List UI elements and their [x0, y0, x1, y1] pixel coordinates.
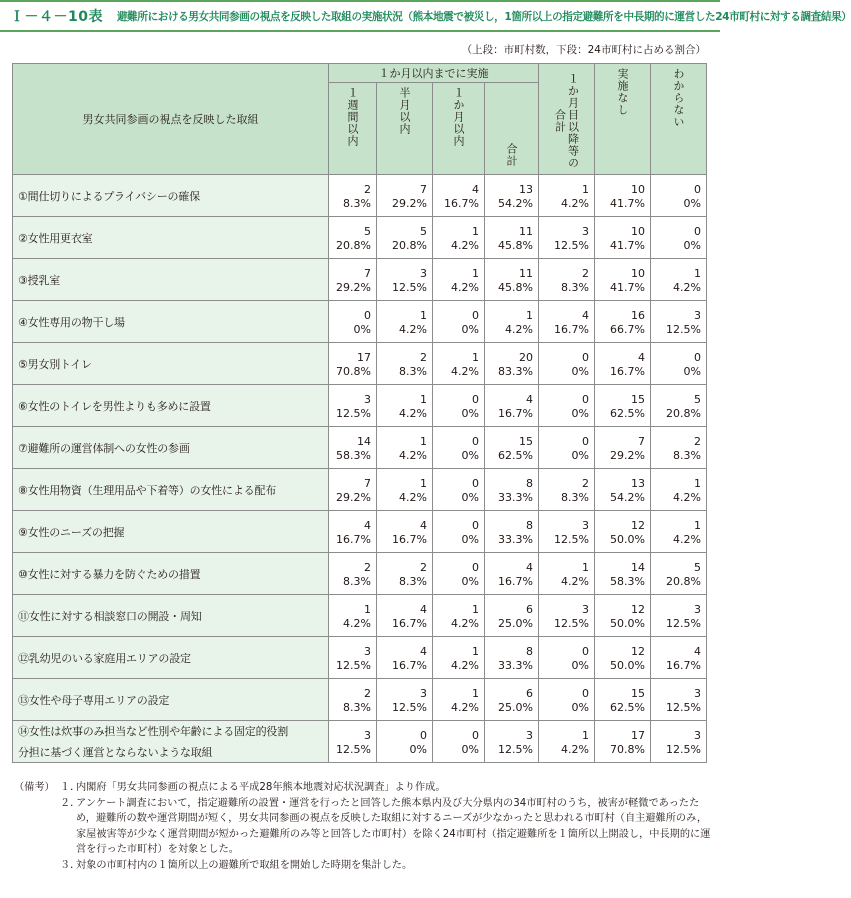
percent-cell: 12.5% [539, 238, 595, 259]
count-cell: 1 [651, 259, 707, 280]
table-row-count [13, 637, 707, 658]
header-col-later: １か月目以降等の合計 [539, 64, 595, 175]
count-cell: 4 [485, 553, 539, 574]
table-row-count [13, 721, 707, 742]
count-cell: 12 [595, 511, 651, 532]
count-cell: 4 [377, 511, 433, 532]
percent-cell: 54.2% [595, 490, 651, 511]
count-cell: 2 [329, 679, 377, 700]
percent-cell: 12.5% [651, 700, 707, 721]
count-cell: 0 [539, 679, 595, 700]
count-cell: 7 [377, 175, 433, 196]
percent-cell: 0% [433, 742, 485, 763]
percent-cell: 4.2% [485, 322, 539, 343]
percent-cell: 4.2% [433, 238, 485, 259]
count-cell: 3 [329, 637, 377, 658]
count-cell: 2 [651, 427, 707, 448]
percent-cell: 62.5% [485, 448, 539, 469]
row-label: ⑧女性用物資（生理用品や下着等）の女性による配布 [13, 469, 329, 511]
table-row-count [13, 469, 707, 490]
count-cell: 3 [329, 721, 377, 742]
percent-cell: 8.3% [377, 574, 433, 595]
count-cell: 1 [539, 175, 595, 196]
title-bar [0, 0, 851, 32]
count-cell: 7 [595, 427, 651, 448]
percent-cell: 4.2% [377, 490, 433, 511]
count-cell: 3 [539, 595, 595, 616]
count-cell: 3 [651, 721, 707, 742]
count-cell: 1 [433, 343, 485, 364]
count-cell: 13 [595, 469, 651, 490]
count-cell: 0 [377, 721, 433, 742]
percent-cell: 16.7% [539, 322, 595, 343]
percent-cell: 50.0% [595, 658, 651, 679]
percent-cell: 4.2% [433, 280, 485, 301]
percent-cell: 4.2% [433, 364, 485, 385]
count-cell: 11 [485, 259, 539, 280]
percent-cell: 20.8% [329, 238, 377, 259]
count-cell: 4 [651, 637, 707, 658]
count-cell: 14 [595, 553, 651, 574]
count-cell: 4 [539, 301, 595, 322]
percent-cell: 33.3% [485, 658, 539, 679]
count-cell: 3 [329, 385, 377, 406]
percent-cell: 29.2% [329, 280, 377, 301]
count-cell: 13 [485, 175, 539, 196]
count-cell: 2 [377, 553, 433, 574]
percent-cell: 16.7% [595, 364, 651, 385]
count-cell: 5 [329, 217, 377, 238]
header-col-week: １週間以内 [329, 83, 377, 175]
count-cell: 4 [433, 175, 485, 196]
percent-cell: 4.2% [651, 532, 707, 553]
percent-cell: 8.3% [329, 196, 377, 217]
count-cell: 10 [595, 175, 651, 196]
percent-cell: 8.3% [329, 700, 377, 721]
row-label: ①間仕切りによるプライバシーの確保 [13, 175, 329, 217]
header-col-none: 実施なし [595, 64, 651, 175]
count-cell: 1 [377, 427, 433, 448]
percent-cell: 4.2% [651, 490, 707, 511]
percent-cell: 41.7% [595, 280, 651, 301]
count-cell: 0 [539, 427, 595, 448]
count-cell: 0 [651, 175, 707, 196]
percent-cell: 12.5% [329, 406, 377, 427]
count-cell: 0 [329, 301, 377, 322]
count-cell: 0 [651, 217, 707, 238]
percent-cell: 29.2% [329, 490, 377, 511]
count-cell: 12 [595, 637, 651, 658]
count-cell: 3 [485, 721, 539, 742]
count-cell: 12 [595, 595, 651, 616]
row-label: ⑬女性や母子専用エリアの設定 [13, 679, 329, 721]
count-cell: 1 [485, 301, 539, 322]
percent-cell: 8.3% [539, 490, 595, 511]
note-text: アンケート調査において，指定避難所の設置・運営を行ったと回答した熊本県内及び大分県内の34市町村のうち，被害が軽微であったため，避難所の数や運営期間が短く，男女共同参画の視点を反映した取組に対するニーズが少なかったと思われる市町村（自主避難所のみ，家屋被害等が少なく運営期間が短かった避難所のみ等と回答した市町村）を除く24市町村（指定避難所を１箇所以上開設し，中長期的に運営を行った市町村）を対象とした。 [76, 797, 711, 856]
count-cell: 1 [377, 385, 433, 406]
table-row-count [13, 427, 707, 448]
row-label: ⑥女性のトイレを男性よりも多めに設置 [13, 385, 329, 427]
count-cell: 6 [485, 679, 539, 700]
count-cell: 11 [485, 217, 539, 238]
count-cell: 7 [329, 469, 377, 490]
row-label: ⑭女性は炊事のみ担当など性別や年齢による固定的役割 [13, 721, 329, 742]
percent-cell: 4.2% [433, 700, 485, 721]
header-col-total: 合計 [485, 83, 539, 175]
percent-cell: 0% [539, 406, 595, 427]
percent-cell: 41.7% [595, 238, 651, 259]
percent-cell: 0% [539, 448, 595, 469]
percent-cell: 16.7% [377, 658, 433, 679]
table-row-count [13, 259, 707, 280]
percent-cell: 4.2% [377, 448, 433, 469]
percent-cell: 4.2% [329, 616, 377, 637]
percent-cell: 0% [651, 196, 707, 217]
percent-cell: 8.3% [651, 448, 707, 469]
percent-cell: 0% [539, 658, 595, 679]
table-row-count [13, 595, 707, 616]
row-label: ⑨女性のニーズの把握 [13, 511, 329, 553]
percent-cell: 58.3% [595, 574, 651, 595]
count-cell: 0 [433, 553, 485, 574]
percent-cell: 0% [433, 406, 485, 427]
percent-cell: 45.8% [485, 280, 539, 301]
count-cell: 0 [539, 637, 595, 658]
count-cell: 16 [595, 301, 651, 322]
percent-cell: 29.2% [377, 196, 433, 217]
percent-cell: 4.2% [433, 616, 485, 637]
table-title: 避難所における男女共同参画の視点を反映した取組の実施状況（熊本地震で被災し，1箇所以上の指定避難所を中長期的に運営した24市町村に対する調査結果） [116, 10, 851, 23]
note-text: 対象の市町村内の１箇所以上の避難所で取組を開始した時期を集計した。 [76, 859, 413, 871]
count-cell: 0 [433, 469, 485, 490]
row-label: ⑫乳幼児のいる家庭用エリアの設定 [13, 637, 329, 679]
row-label: ④女性専用の物干し場 [13, 301, 329, 343]
percent-cell: 33.3% [485, 490, 539, 511]
count-cell: 17 [595, 721, 651, 742]
note-num: ２． [60, 797, 81, 809]
table-row-count [13, 343, 707, 364]
percent-cell: 12.5% [651, 322, 707, 343]
count-cell: 3 [539, 511, 595, 532]
data-table [12, 63, 707, 763]
percent-cell: 12.5% [651, 742, 707, 763]
row-label: ⑤男女別トイレ [13, 343, 329, 385]
count-cell: 2 [329, 175, 377, 196]
row-label: ⑦避難所の運営体制への女性の参画 [13, 427, 329, 469]
count-cell: 3 [651, 595, 707, 616]
percent-cell: 0% [433, 490, 485, 511]
percent-cell: 12.5% [485, 742, 539, 763]
table-row-count [13, 175, 707, 196]
count-cell: 0 [433, 511, 485, 532]
count-cell: 2 [377, 343, 433, 364]
table-row-count [13, 385, 707, 406]
count-cell: 0 [651, 343, 707, 364]
count-cell: 0 [433, 385, 485, 406]
percent-cell: 70.8% [329, 364, 377, 385]
header-col-month: １か月以内 [433, 83, 485, 175]
percent-cell: 62.5% [595, 406, 651, 427]
count-cell: 1 [433, 595, 485, 616]
percent-cell: 66.7% [595, 322, 651, 343]
count-cell: 3 [539, 217, 595, 238]
percent-cell: 0% [433, 574, 485, 595]
count-cell: 1 [433, 679, 485, 700]
header-col-unknown: わからない [651, 64, 707, 175]
percent-cell: 12.5% [329, 658, 377, 679]
percent-cell: 4.2% [433, 658, 485, 679]
count-cell: 1 [433, 259, 485, 280]
percent-cell: 16.7% [377, 532, 433, 553]
count-cell: 8 [485, 469, 539, 490]
count-cell: 1 [377, 301, 433, 322]
percent-cell: 12.5% [329, 742, 377, 763]
notes [14, 780, 714, 874]
percent-cell: 4.2% [539, 196, 595, 217]
percent-cell: 8.3% [329, 574, 377, 595]
percent-cell: 16.7% [377, 616, 433, 637]
count-cell: 1 [377, 469, 433, 490]
percent-cell: 54.2% [485, 196, 539, 217]
percent-cell: 20.8% [377, 238, 433, 259]
count-cell: 2 [539, 259, 595, 280]
count-cell: 1 [433, 217, 485, 238]
percent-cell: 16.7% [651, 658, 707, 679]
count-cell: 0 [539, 385, 595, 406]
count-cell: 7 [329, 259, 377, 280]
percent-cell: 50.0% [595, 616, 651, 637]
note-num: １． [60, 782, 81, 793]
percent-cell: 16.7% [485, 574, 539, 595]
percent-cell: 4.2% [539, 574, 595, 595]
percent-cell: 45.8% [485, 238, 539, 259]
percent-cell: 16.7% [433, 196, 485, 217]
count-cell: 6 [485, 595, 539, 616]
count-cell: 4 [595, 343, 651, 364]
percent-cell: 20.8% [651, 406, 707, 427]
count-cell: 3 [377, 259, 433, 280]
percent-cell: 0% [539, 364, 595, 385]
count-cell: 0 [433, 721, 485, 742]
count-cell: 10 [595, 259, 651, 280]
count-cell: 1 [433, 637, 485, 658]
percent-cell: 8.3% [539, 280, 595, 301]
percent-cell: 12.5% [377, 700, 433, 721]
percent-cell: 4.2% [539, 742, 595, 763]
percent-cell: 12.5% [377, 280, 433, 301]
percent-cell: 4.2% [377, 406, 433, 427]
row-label: ②女性用更衣室 [13, 217, 329, 259]
count-cell: 3 [651, 679, 707, 700]
percent-cell: 8.3% [377, 364, 433, 385]
note-num: ３． [60, 859, 81, 871]
percent-cell: 83.3% [485, 364, 539, 385]
row-label: ⑩女性に対する暴力を防ぐための措置 [13, 553, 329, 595]
table-row-percent [13, 742, 707, 763]
percent-cell: 58.3% [329, 448, 377, 469]
percent-cell: 0% [377, 742, 433, 763]
unit-note: （上段：市町村数，下段：24市町村に占める割合） [461, 44, 706, 56]
count-cell: 0 [433, 301, 485, 322]
count-cell: 15 [595, 385, 651, 406]
count-cell: 4 [377, 595, 433, 616]
percent-cell: 62.5% [595, 700, 651, 721]
count-cell: 4 [485, 385, 539, 406]
row-label: ⑪女性に対する相談窓口の開設・周知 [13, 595, 329, 637]
count-cell: 0 [433, 427, 485, 448]
count-cell: 5 [651, 385, 707, 406]
header-group: １か月以内までに実施 [329, 64, 539, 83]
count-cell: 5 [651, 553, 707, 574]
percent-cell: 25.0% [485, 616, 539, 637]
table-row-count [13, 679, 707, 700]
percent-cell: 0% [651, 364, 707, 385]
header-col-halfmonth: 半月以内 [377, 83, 433, 175]
percent-cell: 4.2% [651, 280, 707, 301]
count-cell: 5 [377, 217, 433, 238]
percent-cell: 12.5% [539, 532, 595, 553]
row-label: ③授乳室 [13, 259, 329, 301]
percent-cell: 16.7% [485, 406, 539, 427]
count-cell: 8 [485, 637, 539, 658]
percent-cell: 12.5% [651, 616, 707, 637]
table-row-count [13, 511, 707, 532]
percent-cell: 0% [433, 322, 485, 343]
notes-head: （備考） [14, 782, 55, 793]
count-cell: 15 [595, 679, 651, 700]
percent-cell: 0% [433, 448, 485, 469]
count-cell: 1 [329, 595, 377, 616]
percent-cell: 41.7% [595, 196, 651, 217]
count-cell: 1 [651, 511, 707, 532]
count-cell: 3 [377, 679, 433, 700]
percent-cell: 16.7% [329, 532, 377, 553]
percent-cell: 0% [651, 238, 707, 259]
count-cell: 1 [539, 553, 595, 574]
count-cell: 20 [485, 343, 539, 364]
percent-cell: 70.8% [595, 742, 651, 763]
count-cell: 17 [329, 343, 377, 364]
count-cell: 4 [329, 511, 377, 532]
note-text: 内閣府「男女共同参画の視点による平成28年熊本地震対応状況調査」より作成。 [76, 782, 446, 793]
header-row-label: 男女共同参画の視点を反映した取組 [13, 64, 329, 175]
table-row-count [13, 301, 707, 322]
count-cell: 8 [485, 511, 539, 532]
percent-cell: 20.8% [651, 574, 707, 595]
count-cell: 1 [539, 721, 595, 742]
count-cell: 4 [377, 637, 433, 658]
percent-cell: 0% [433, 532, 485, 553]
table-id: Ｉ－４－10表 [10, 9, 103, 25]
count-cell: 1 [651, 469, 707, 490]
count-cell: 0 [539, 343, 595, 364]
percent-cell: 25.0% [485, 700, 539, 721]
percent-cell: 12.5% [539, 616, 595, 637]
count-cell: 2 [539, 469, 595, 490]
count-cell: 15 [485, 427, 539, 448]
percent-cell: 33.3% [485, 532, 539, 553]
percent-cell: 50.0% [595, 532, 651, 553]
percent-cell: 0% [329, 322, 377, 343]
count-cell: 14 [329, 427, 377, 448]
percent-cell: 0% [539, 700, 595, 721]
percent-cell: 29.2% [595, 448, 651, 469]
percent-cell: 4.2% [377, 322, 433, 343]
count-cell: 2 [329, 553, 377, 574]
table-row-count [13, 217, 707, 238]
row-label-line2: 分担に基づく運営とならないような取組 [13, 742, 329, 763]
table-row-count [13, 553, 707, 574]
count-cell: 3 [651, 301, 707, 322]
count-cell: 10 [595, 217, 651, 238]
